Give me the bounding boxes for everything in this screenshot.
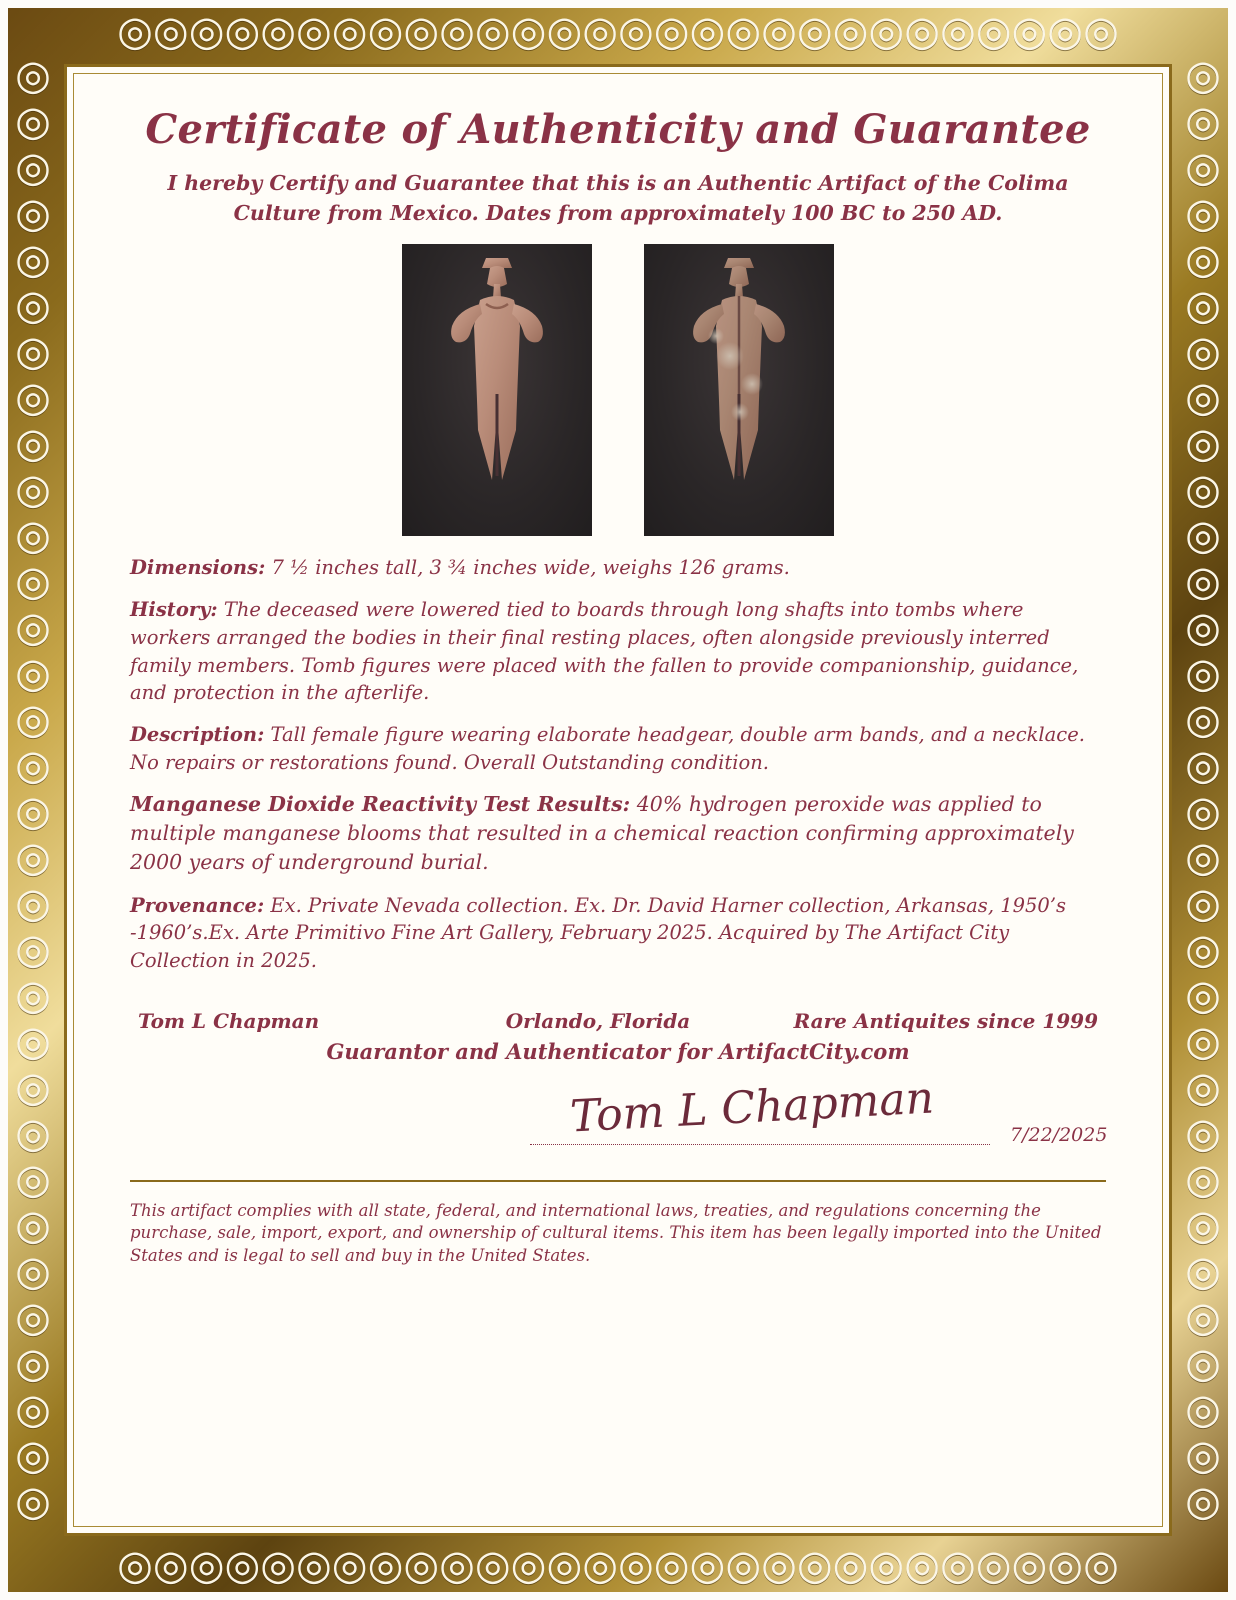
field-provenance-label: Provenance: [130, 893, 265, 917]
signatory-tagline: Rare Antiquites since 1999 [793, 1008, 1098, 1033]
handwritten-signature: Tom L Chapman [568, 1072, 936, 1143]
field-description [130, 721, 1106, 776]
field-provenance [130, 892, 1106, 975]
artifact-photo-front [402, 244, 592, 536]
signatory-name: Tom L Chapman [138, 1008, 320, 1033]
field-description-value: Tall female figure wearing elaborate headgear, double arm bands, and a necklace. No repairs or restorations found. Overall Outstanding condition. [130, 722, 1085, 774]
figure-back-image [644, 244, 834, 536]
signature-date: 7/22/2025 [1010, 1123, 1108, 1146]
field-dimensions [130, 554, 1106, 582]
field-history-value: The deceased were lowered tied to boards through long shafts into tombs where workers arranged the bodies in their final resting places, often alongside previously interred family members. Tomb figures were placed with the fallen to provide companionship, guidance, and protection in the afterlife. [130, 598, 1079, 705]
page-title: Certificate of Authenticity and Guarantee [145, 106, 1091, 153]
field-description-label: Description: [130, 722, 265, 746]
field-manganese-test [130, 790, 1106, 877]
figure-front-image [402, 244, 592, 536]
border-spiral-left: ◎ ◎ ◎ ◎ ◎ ◎ ◎ ◎ ◎ ◎ ◎ ◎ ◎ ◎ ◎ ◎ ◎ ◎ ◎ ◎ ◎ ◎ ◎ ◎ ◎ ◎ ◎ ◎ ◎ ◎ ◎ ◎ [15, 52, 51, 1525]
field-dimensions-label: Dimensions: [130, 556, 266, 580]
artifact-photo-back [644, 244, 834, 536]
certificate-content [84, 74, 1152, 1526]
border-spiral-top: ◎◎◎◎◎◎◎◎◎◎◎◎◎◎◎◎◎◎◎◎◎◎◎◎◎◎◎◎ [117, 8, 1119, 55]
field-manganese-test-label: Manganese Dioxide Reactivity Test Results: [130, 792, 631, 817]
field-history [130, 596, 1106, 707]
certification-statement: I hereby Certify and Guarantee that this is an Authentic Artifact of the Colima Culture from Mexico. Dates from approximately 100 BC to 250 AD. [167, 171, 1069, 225]
signature-line [530, 1144, 990, 1145]
border-spiral-right: ◎ ◎ ◎ ◎ ◎ ◎ ◎ ◎ ◎ ◎ ◎ ◎ ◎ ◎ ◎ ◎ ◎ ◎ ◎ ◎ ◎ ◎ ◎ ◎ ◎ ◎ ◎ ◎ ◎ ◎ ◎ ◎ [1185, 52, 1221, 1525]
field-manganese-test-value: 40% hydrogen peroxide was applied to multiple manganese blooms that resulted in a chemical reaction confirming approximately 2000 years of underground burial. [130, 792, 1074, 875]
field-provenance-value: Ex. Private Nevada collection. Ex. Dr. David Harner collection, Arkansas, 1950’s -1960’s.Ex. Arte Primitivo Fine Art Gallery, February 2025. Acquired by The Artifact City Collection in 2025. [130, 893, 1067, 972]
signatory-row [138, 1009, 1098, 1033]
artifact-photos [130, 244, 1106, 536]
signature-area [130, 1072, 1108, 1174]
signatory-location: Orlando, Florida [505, 1008, 691, 1033]
signatory-role: Guarantor and Authenticator for ArtifactCity.com [326, 1038, 910, 1064]
legal-divider [130, 1180, 1106, 1182]
border-spiral-bottom: ◎◎◎◎◎◎◎◎◎◎◎◎◎◎◎◎◎◎◎◎◎◎◎◎◎◎◎◎ [117, 1542, 1119, 1589]
legal-notice: This artifact complies with all state, federal, and international laws, treaties, and regulations concerning the purchase, sale, import, export, and ownership of cultural items. This item has been legally imported into the United States and is legal to sell and buy in the United States. [130, 1200, 1102, 1266]
field-history-label: History: [130, 598, 218, 622]
field-dimensions-value: 7 ½ inches tall, 3 ¾ inches wide, weighs 126 grams. [271, 556, 790, 580]
